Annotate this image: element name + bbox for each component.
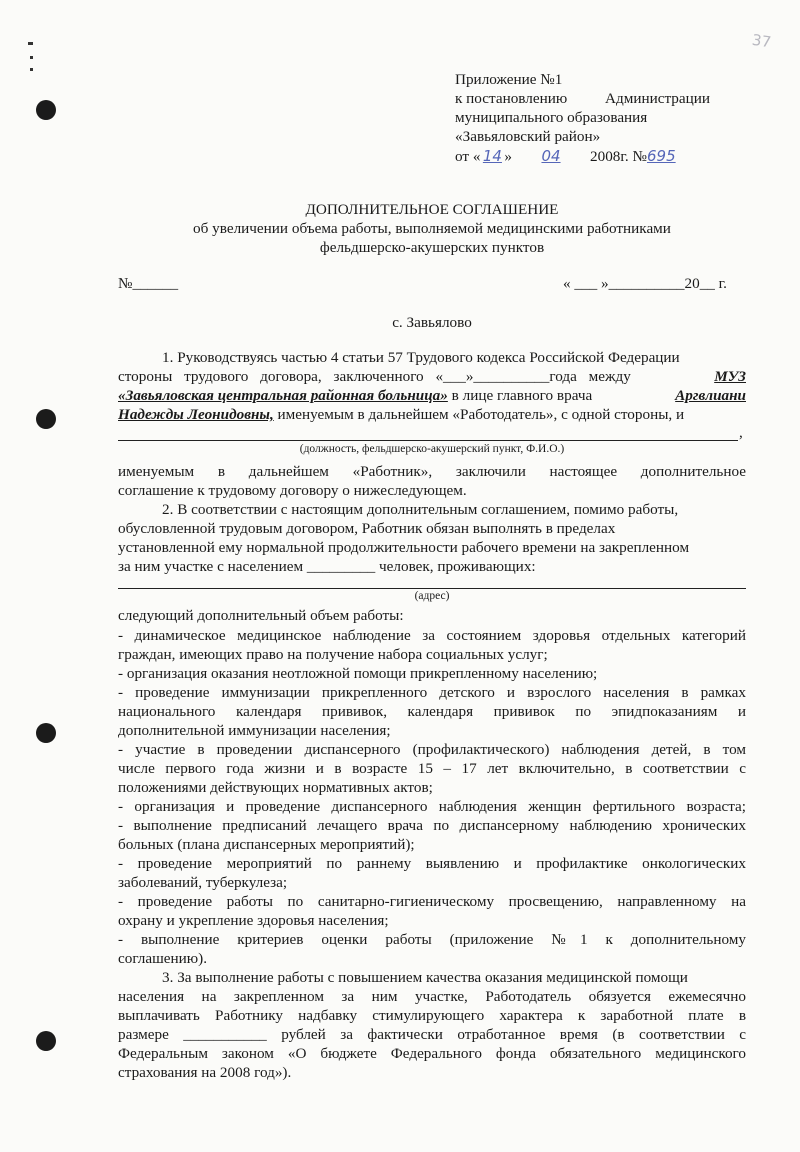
p3-line-1: 3. За выполнение работы с повышением качества оказания медицинской помощи — [162, 969, 688, 986]
p1-line-4-text: именуемым в дальнейшем «Работодатель», с одной стороны, и — [273, 406, 685, 423]
list-item: - выполнение предписаний лечащего врача по диспансерному наблюдению хронических — [118, 817, 746, 834]
agreement-number: №______ — [118, 275, 179, 292]
agreement-date: « ___ »__________20__ г. — [563, 275, 727, 292]
p3-line-4: размере ___________ рублей за фактически отработанное время (в соответствии с — [118, 1026, 746, 1043]
p1-line-3-text: в лице главного врача — [447, 387, 593, 404]
p3-line-3: выплачивать Работнику надбавку стимулирующего характера к заработной плате в — [118, 1007, 746, 1024]
binder-hole — [36, 409, 56, 429]
list-item: числе первого года жизни и в возрасте 15 – 17 лет включительно, в соответствии с — [118, 760, 746, 777]
list-item: соглашению). — [118, 950, 208, 967]
document-title: ДОПОЛНИТЕЛЬНОЕ СОГЛАШЕНИЕ — [305, 201, 559, 218]
list-item: - выполнение критериев оценки работы (приложение №1 к дополнительному — [118, 931, 746, 948]
list-item: дополнительной иммунизации населения; — [118, 722, 391, 739]
list-item: охрану и укрепление здоровья населения; — [118, 912, 389, 929]
document-subtitle-1: об увеличении объема работы, выполняемой медицинскими работниками — [193, 220, 671, 237]
header-line-5 — [455, 146, 689, 167]
list-item: заболеваний, туберкулеза; — [118, 874, 288, 891]
p3-line-2: населения на закрепленном за ним участке, Работодатель обязуется ежемесячно — [118, 988, 746, 1005]
employer-name: «Завьяловская центральная районная больница» — [118, 387, 448, 404]
scan-mark — [30, 68, 33, 71]
list-item: - участие в проведении диспансерного (профилактического) наблюдения детей, в том — [118, 741, 746, 758]
header-line-2 — [455, 89, 710, 109]
list-item: - организация оказания неотложной помощи прикрепленному населению; — [118, 665, 598, 682]
employee-fill-line — [118, 440, 738, 441]
employee-caption: (должность, фельдшерско-акушерский пункт, Ф.И.О.) — [299, 443, 565, 455]
document-subtitle-2: фельдшерско-акушерских пунктов — [319, 239, 545, 256]
handwritten-month: 04 — [541, 147, 561, 165]
p1-line-4 — [118, 405, 746, 424]
p2-line-4: за ним участке с населением _________ человек, проживающих: — [118, 558, 536, 575]
date-prefix: от « — [455, 148, 481, 165]
p3-line-5: Федеральным законом «О бюджете Федерального фонда обязательного медицинского — [118, 1045, 746, 1062]
list-item: граждан, имеющих право на получение набора социальных услуг; — [118, 646, 548, 663]
header-line-2-right: Администрации — [605, 90, 710, 107]
list-item: положениями действующих нормативных актов; — [118, 779, 433, 796]
date-mid: » — [504, 148, 513, 165]
header-line-3: муниципального образования — [455, 109, 648, 126]
p1-line-1: 1. Руководствуясь частью 4 статьи 57 Трудового кодекса Российской Федерации — [162, 349, 680, 366]
list-item: национального календаря прививок, календаря прививок по эпидпоказаниям и — [118, 703, 746, 720]
list-item: - проведение иммунизации прикрепленного детского и взрослого населения в рамках — [118, 684, 746, 701]
header-line-4: «Завьяловский район» — [455, 128, 601, 145]
p1-line-3 — [118, 386, 746, 405]
binder-hole — [36, 723, 56, 743]
p1-line-2-text: стороны трудового договора, заключенного «___»__________года между — [118, 368, 631, 385]
p2-line-1: 2. В соответствии с настоящим дополнительным соглашением, помимо работы, — [162, 501, 679, 518]
employer-abbrev: МУЗ — [714, 368, 746, 385]
list-item: - проведение мероприятий по раннему выявлению и профилактике онкологических — [118, 855, 746, 872]
address-fill-line — [118, 588, 746, 589]
p1-line-7: соглашение к трудовому договору о нижеследующем. — [118, 482, 467, 499]
margin-note: 37 — [750, 30, 773, 52]
list-item: - организация и проведение диспансерного наблюдения женщин фертильного возраста; — [118, 798, 746, 815]
scan-mark — [28, 42, 33, 45]
address-caption: (адрес) — [414, 590, 450, 602]
p2-line-2: обусловленной трудовым договором, Работник обязан выполнять в пределах — [118, 520, 616, 537]
binder-hole — [36, 1031, 56, 1051]
p2-line-5: следующий дополнительный объем работы: — [118, 607, 404, 624]
date-year-label: 2008г. № — [590, 148, 647, 165]
header-line-2-left: к постановлению — [455, 90, 568, 107]
binder-hole — [36, 100, 56, 120]
p1-line-2 — [118, 367, 746, 386]
p2-line-3: установленной ему нормальной продолжительности рабочего времени на закрепленном — [118, 539, 690, 556]
director-name: Надежды Леонидовны, — [118, 406, 274, 423]
handwritten-day: 14 — [482, 147, 502, 165]
list-item: - проведение работы по санитарно-гигиеническому просвещению, направленному на — [118, 893, 746, 910]
p1-line-6: именуемым в дальнейшем «Работник», заключили настоящее дополнительное — [118, 463, 746, 480]
scan-mark — [30, 56, 33, 59]
handwritten-number: 695 — [647, 147, 676, 165]
place-name: с. Завьялово — [392, 314, 472, 331]
p1-line-5-comma: , — [739, 424, 743, 441]
p3-line-6: страхования на 2008 год»). — [118, 1064, 292, 1081]
header-line-1: Приложение №1 — [455, 71, 563, 88]
list-item: - динамическое медицинское наблюдение за состоянием здоровья отдельных категорий — [118, 627, 746, 644]
list-item: больных (плана диспансерных мероприятий); — [118, 836, 415, 853]
director-surname: Аргвлиани — [675, 387, 746, 404]
